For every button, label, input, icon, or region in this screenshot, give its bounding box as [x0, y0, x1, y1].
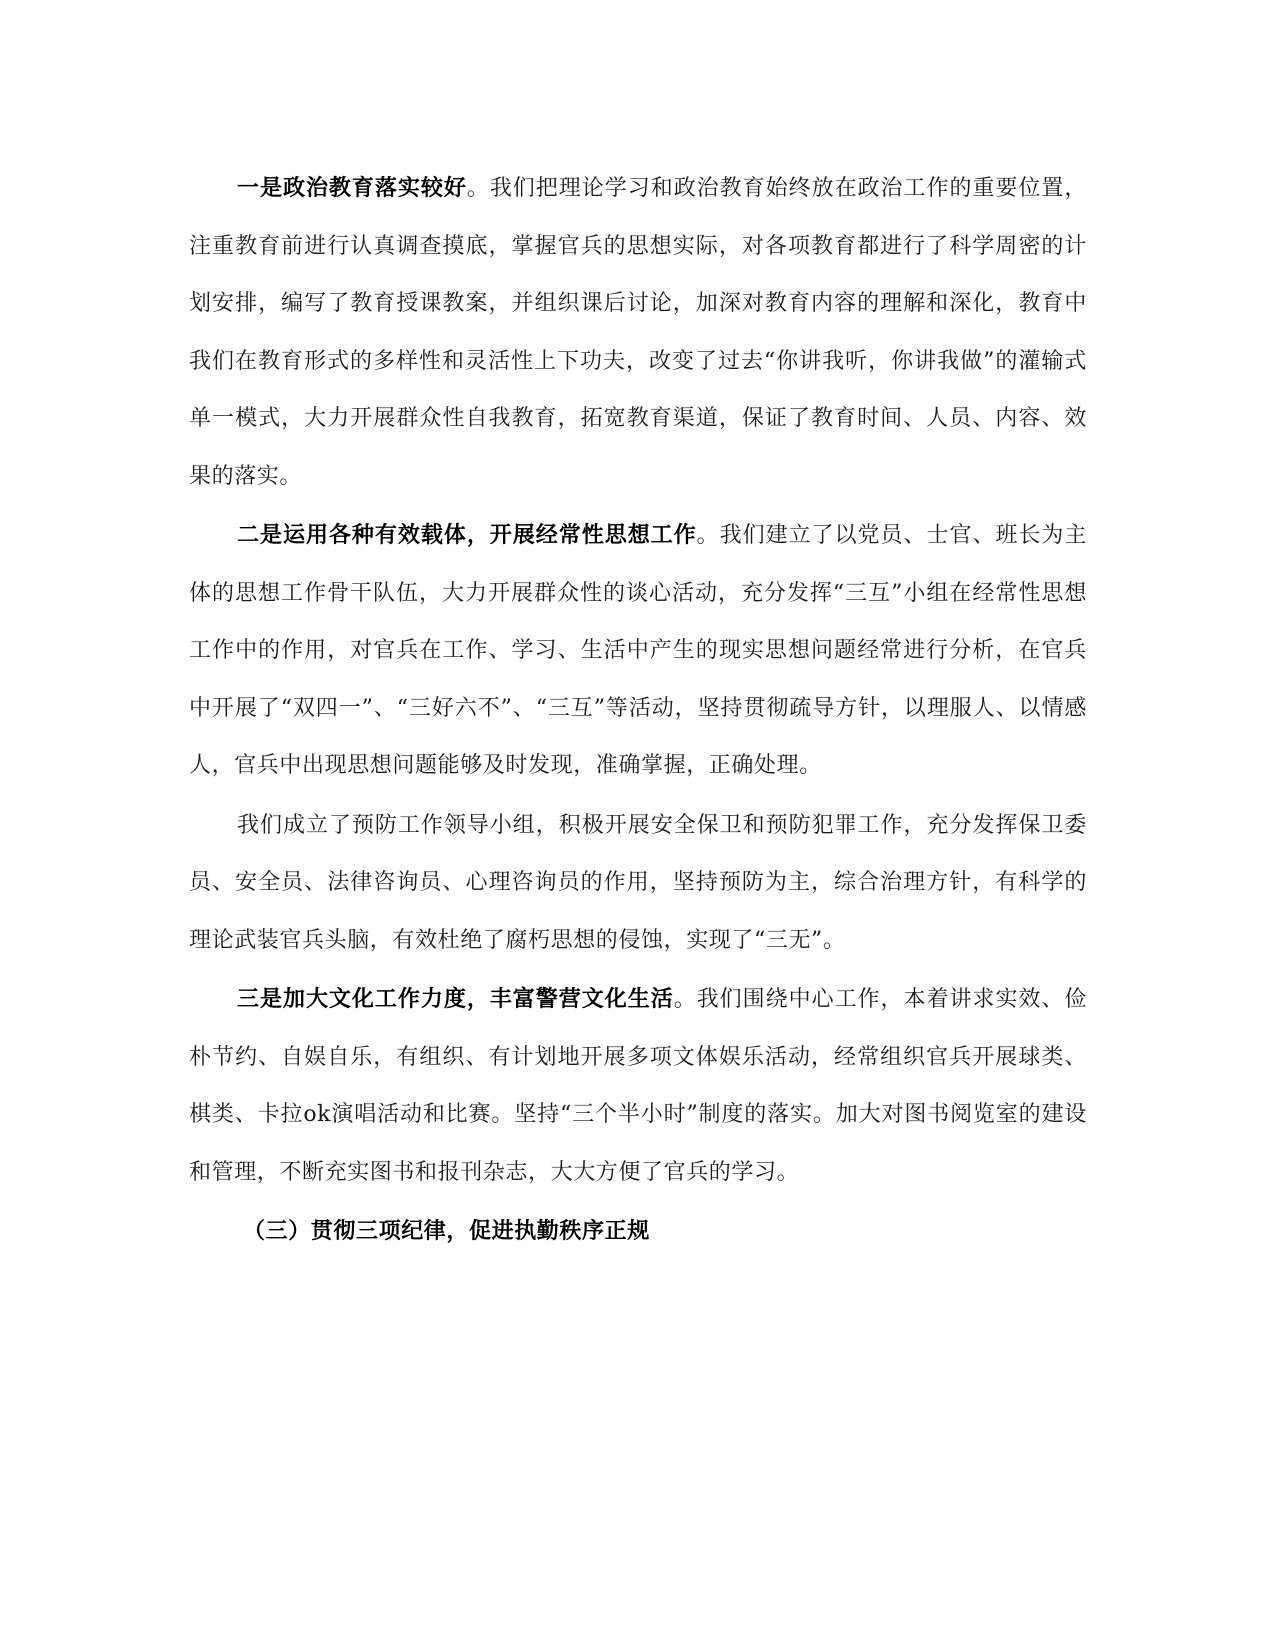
paragraph-lead: 三是加大文化工作力度，丰富警营文化生活: [237, 986, 674, 1012]
document-body: [189, 160, 1087, 1261]
paragraph-prevention-work: [189, 797, 1087, 970]
paragraph-text: 。我们围绕中心工作，本着讲求实效、俭朴节约、自娱自乐，有组织、有计划地开展多项文体娱乐活动，经常组织官兵开展球类、棋类、卡拉ok演唱活动和比赛。坚持“三个半小时”制度的落实。加大对图书阅览室的建设和管理，不断充实图书和报刊杂志，大大方便了官兵的学习。: [189, 987, 1087, 1185]
paragraph-ideological-work: [189, 507, 1087, 795]
paragraph-political-education: [189, 160, 1087, 505]
paragraph-text: 。我们把理论学习和政治教育始终放在政治工作的重要位置，注重教育前进行认真调查摸底，掌握官兵的思想实际，对各项教育都进行了科学周密的计划安排，编写了教育授课教案，并组织课后讨论，加深对教育内容的理解和深化，教育中我们在教育形式的多样性和灵活性上下功夫，改变了过去“你讲我听，你讲我做”的灌输式单一模式，大力开展群众性自我教育，拓宽教育渠道，保证了教育时间、人员、内容、效果的落实。: [189, 176, 1087, 489]
paragraph-text: 我们成立了预防工作领导小组，积极开展安全保卫和预防犯罪工作，充分发挥保卫委员、安全员、法律咨询员、心理咨询员的作用，坚持预防为主，综合治理方针，有科学的理论武装官兵头脑，有效杜绝了腐朽思想的侵蚀，实现了“三无”。: [189, 812, 1087, 953]
section-heading: （三）贯彻三项纪律，促进执勤秩序正规: [243, 1218, 650, 1244]
paragraph-lead: 一是政治教育落实较好: [237, 175, 467, 201]
paragraph-text: 。我们建立了以党员、士官、班长为主体的思想工作骨干队伍，大力开展群众性的谈心活动，充分发挥“三互”小组在经常性思想工作中的作用，对官兵在工作、学习、生活中产生的现实思想问题经常进行分析，在官兵中开展了“双四一”、“三好六不”、“三互”等活动，坚持贯彻疏导方针，以理服人、以情感人，官兵中出现思想问题能够及时发现，准确掌握，正确处理。: [189, 523, 1087, 778]
paragraph-cultural-work: [189, 971, 1087, 1201]
paragraph-lead: 二是运用各种有效载体，开展经常性思想工作: [237, 522, 697, 548]
